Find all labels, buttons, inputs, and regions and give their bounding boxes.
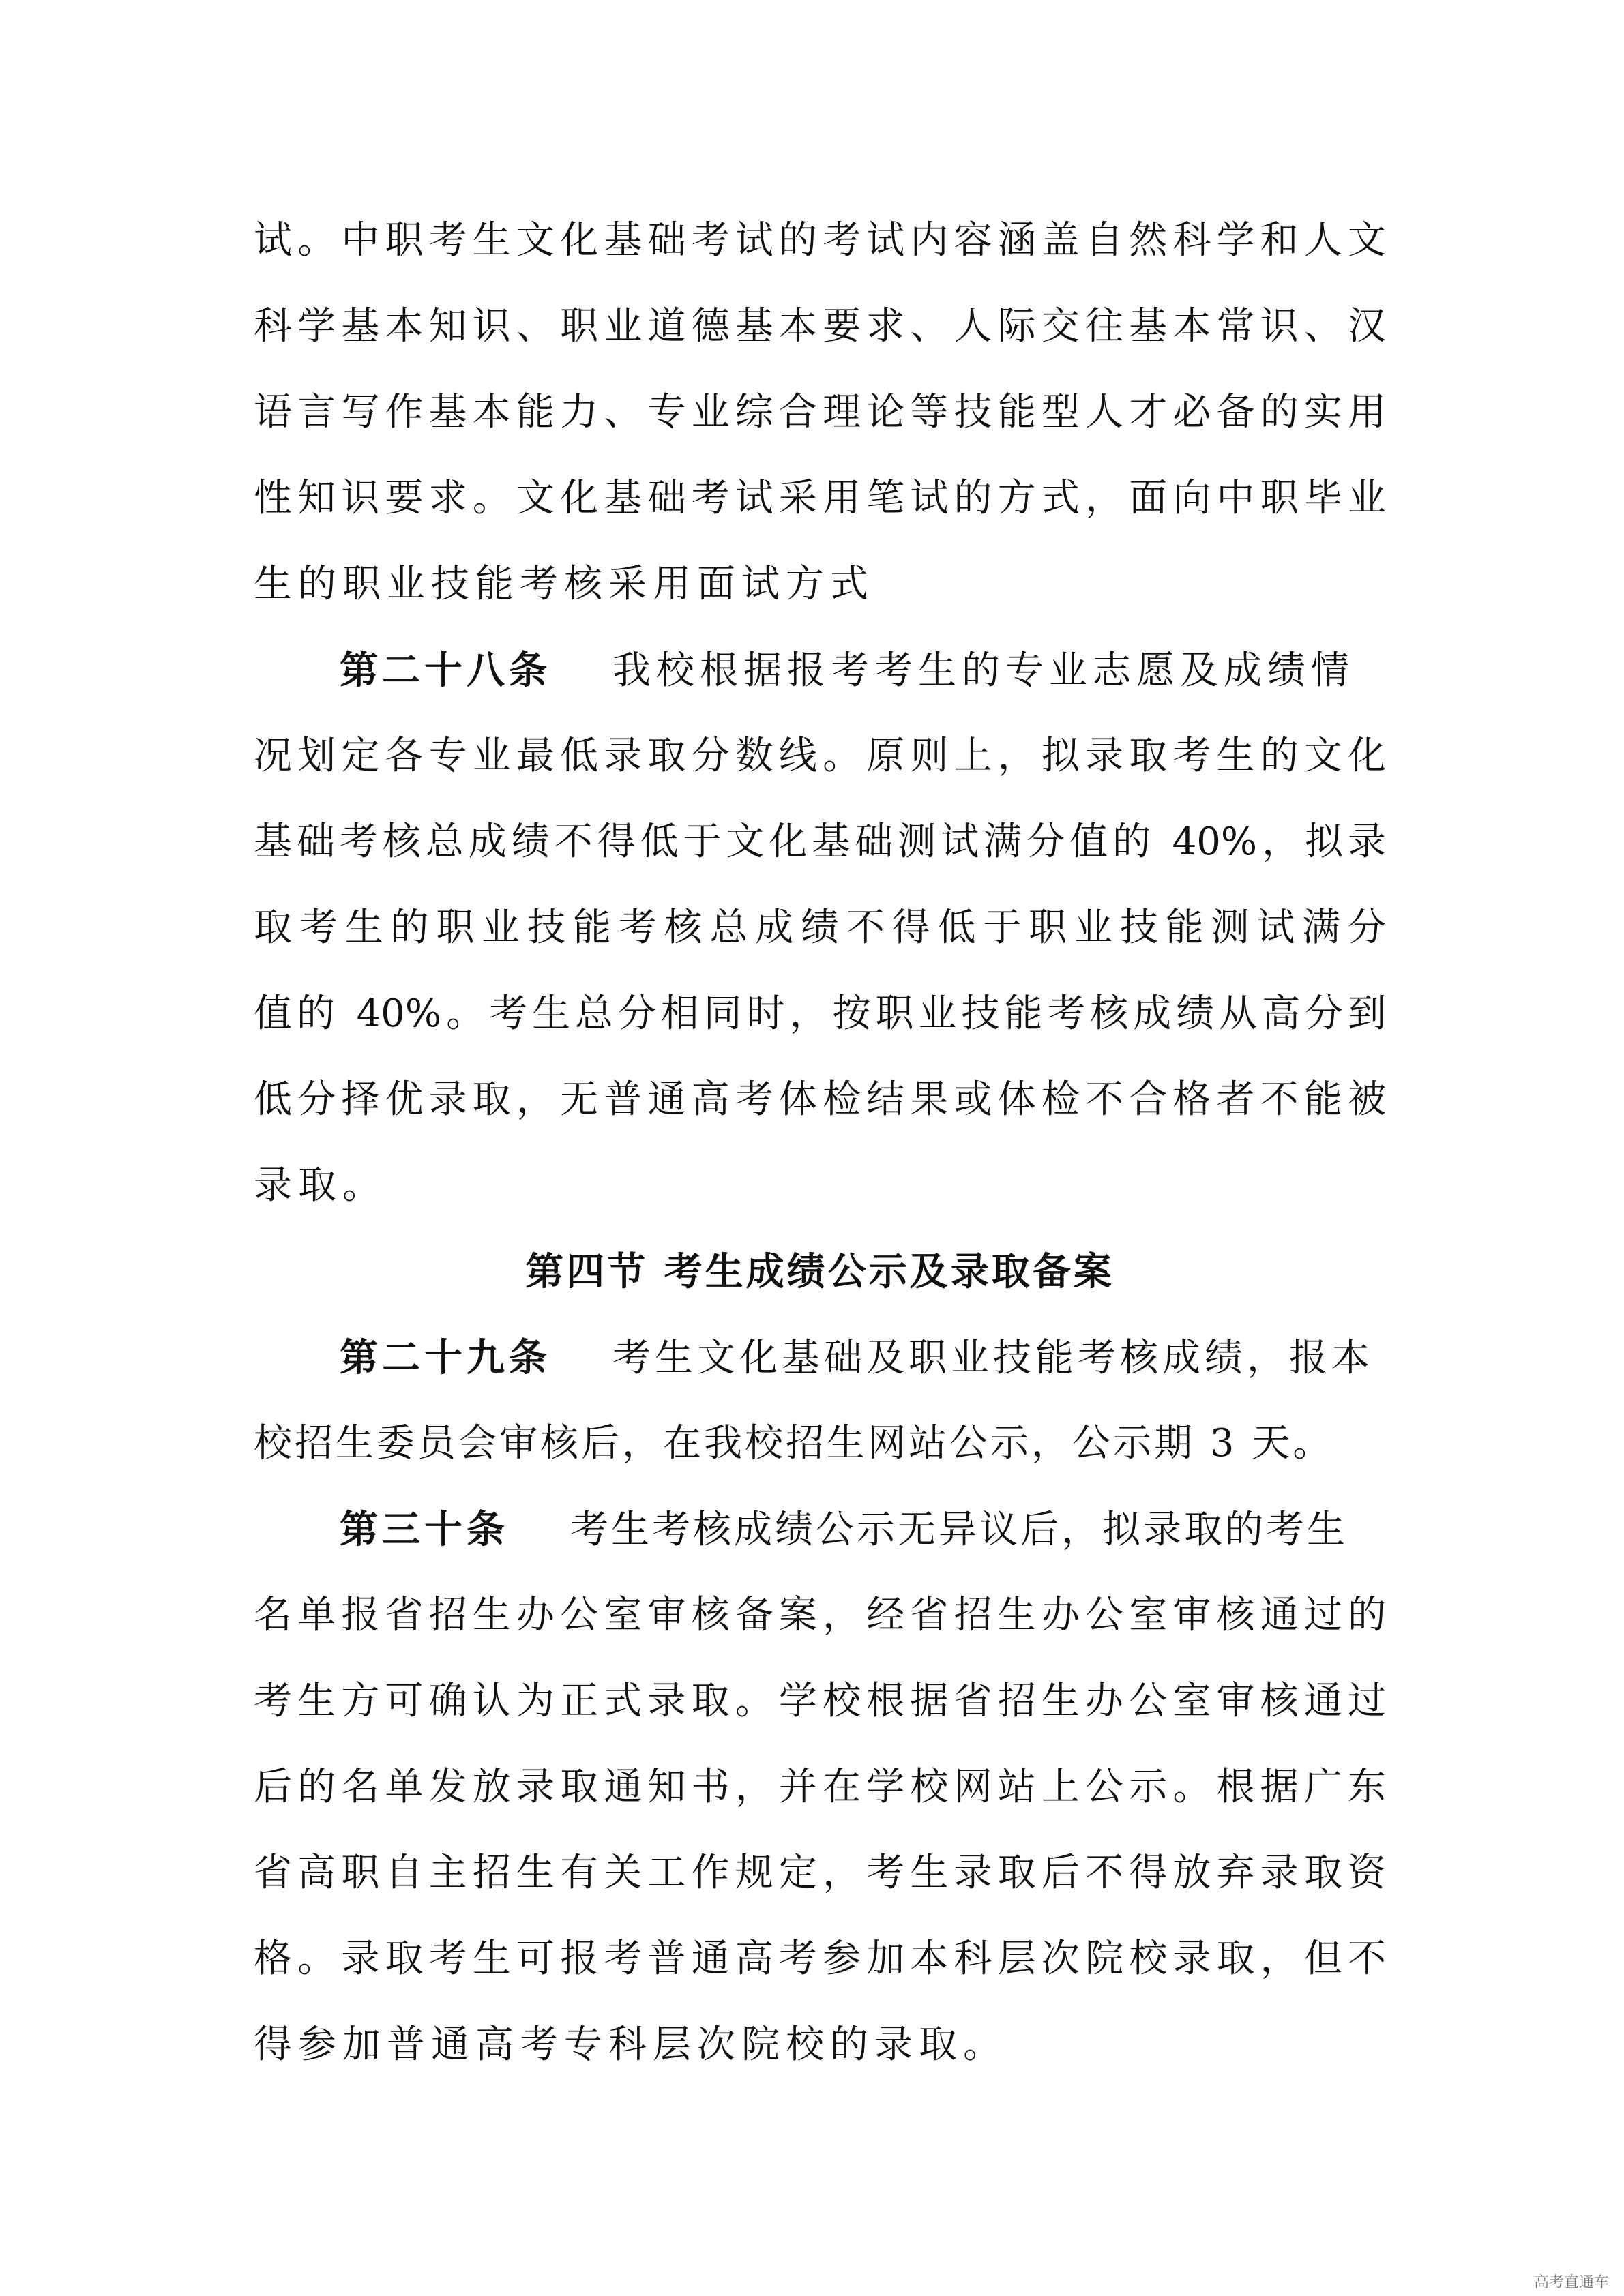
text-line: 后的名单发放录取通知书，并在学校网站上公示。根据广东	[254, 1765, 1386, 1809]
article-28-first-line	[340, 627, 1386, 713]
text-line: 名单报省招生办公室审核备案，经省招生办公室审核通过的	[254, 1593, 1386, 1637]
text-line: 语言写作基本能力、专业综合理论等技能型人才必备的实用	[254, 390, 1386, 434]
text-line: 试。中职考生文化基础考试的考试内容涵盖自然科学和人文	[254, 218, 1386, 263]
article-30-first-line	[340, 1487, 1386, 1572]
article-29-first-text: 考生文化基础及职业技能考核成绩，报本	[612, 1336, 1374, 1380]
article-29-first-line	[340, 1315, 1386, 1401]
text-line: 录取。	[254, 1163, 387, 1208]
article-30-first-text: 考生考核成绩公示无异议后，拟录取的考生	[570, 1508, 1348, 1552]
text-line: 取考生的职业技能考核总成绩不得低于职业技能测试满分	[254, 906, 1386, 950]
text-line: 校招生委员会审核后，在我校招生网站公示，公示期 3 天。	[254, 1421, 1334, 1465]
text-line: 值的 40%。考生总分相同时，按职业技能考核成绩从高分到	[254, 992, 1386, 1036]
article-29-number: 第二十九条	[340, 1335, 551, 1380]
text-line: 低分择优录取，无普通高考体检结果或体检不合格者不能被	[254, 1077, 1386, 1122]
article-28-number: 第二十八条	[340, 648, 551, 693]
text-line: 格。录取考生可报考普通高考参加本科层次院校录取，但不	[254, 1937, 1386, 1981]
article-28-first-text: 我校根据报考考生的专业志愿及成绩情	[612, 648, 1355, 693]
text-line: 省高职自主招生有关工作规定，考生录取后不得放弃录取资	[254, 1851, 1386, 1895]
watermark: 高考直通车	[1533, 2274, 1609, 2291]
text-line: 况划定各专业最低录取分数线。原则上，拟录取考生的文化	[254, 734, 1386, 778]
text-line: 科学基本知识、职业道德基本要求、人际交往基本常识、汉	[254, 304, 1386, 348]
text-line: 得参加普通高考专科层次院校的录取。	[254, 2023, 1007, 2067]
section-title: 第四节 考生成绩公示及录取备案	[525, 1249, 1114, 1294]
text-line: 性知识要求。文化基础考试采用笔试的方式，面向中职毕业	[254, 476, 1386, 520]
article-30-number: 第三十条	[340, 1507, 509, 1552]
text-line: 生的职业技能考核采用面试方式	[254, 562, 874, 606]
text-line: 基础考核总成绩不得低于文化基础测试满分值的 40%，拟录	[254, 820, 1386, 864]
text-line: 考生方可确认为正式录取。学校根据省招生办公室审核通过	[254, 1679, 1386, 1723]
